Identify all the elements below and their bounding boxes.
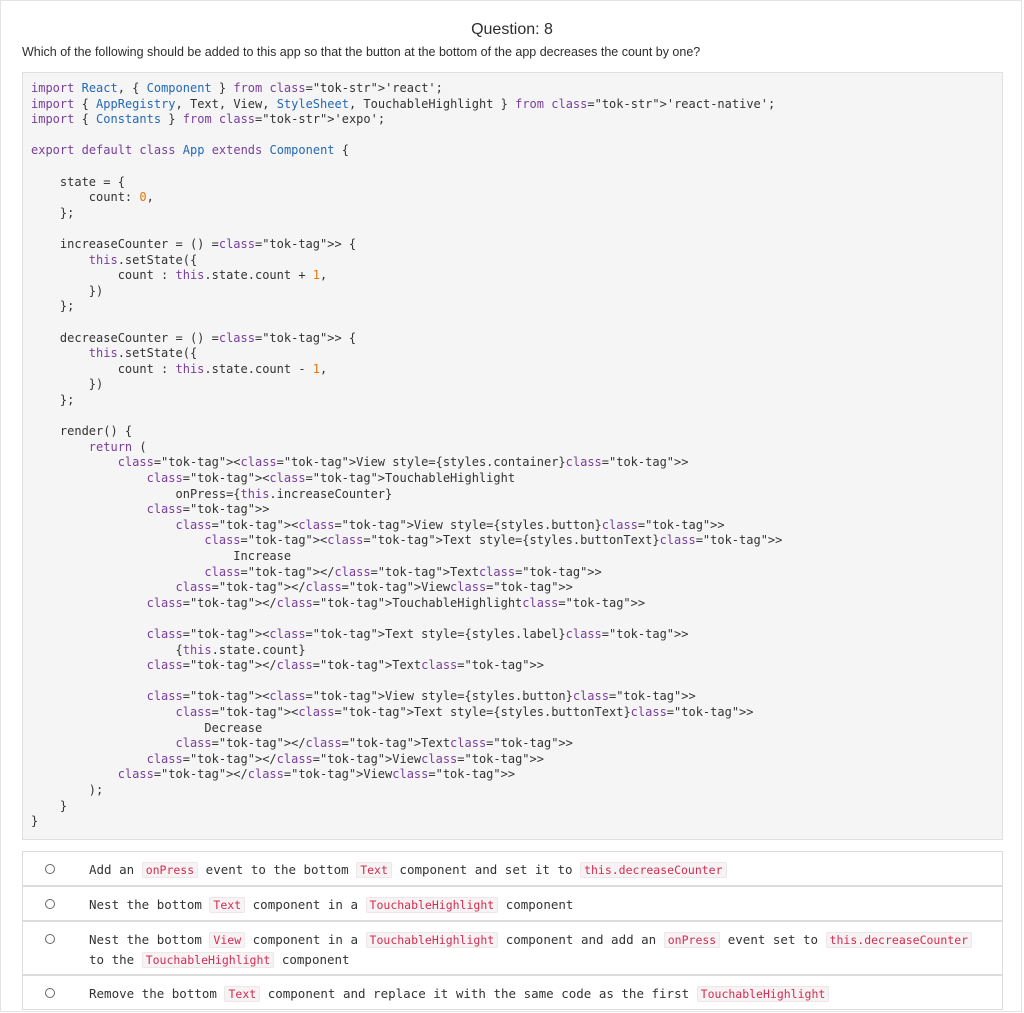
code-line: import React, { Component } from class="tok-str">'react'; [31,81,443,95]
question-prompt: Which of the following should be added to this app so that the button at the bottom of the app decreases the count by one? [22,45,701,59]
code-snippet [22,72,1003,840]
inline-code: TouchableHighlight [366,932,499,948]
answer-option-4[interactable] [22,975,1003,1010]
answer-text: component [274,952,350,967]
answer-option-3[interactable] [22,921,1003,975]
code-line: class="tok-tag"></class="tok-tag">Viewclass="tok-tag">> [146,751,544,766]
code-line: class="tok-tag"><class="tok-tag">TouchableHighlight [146,471,516,485]
inline-code: TouchableHighlight [142,952,275,968]
answer-text: Add an [89,862,142,877]
code-line: state = { [31,174,125,189]
code-line: }) [31,283,104,298]
inline-code: onPress [142,862,198,878]
inline-code: Text [209,897,245,913]
answer-text: component and add an [498,932,664,947]
code-line: {this.state.count} [31,642,306,657]
answer-text: event set to [720,932,826,947]
answer-option-text [89,895,982,915]
code-line: class="tok-tag"><class="tok-tag">Text style={styles.buttonText}class="tok-tag">> [175,705,754,719]
answer-option-text [89,860,982,880]
code-line: }; [31,205,75,220]
inline-code: this.decreaseCounter [826,932,972,948]
code-line: onPress={this.increaseCounter} [31,486,393,501]
code-line: class="tok-tag"><class="tok-tag">View style={styles.button}class="tok-tag">> [175,517,725,532]
code-line: import { AppRegistry, Text, View, StyleSheet, TouchableHighlight } from class="tok-str">'react-native'; [31,96,776,111]
code-line: Decrease [31,720,263,735]
radio-button[interactable] [45,934,55,944]
code-line: class="tok-tag"><class="tok-tag">View style={styles.button}class="tok-tag">> [146,689,696,704]
code-line: count: 0, [31,190,154,205]
code-line: count : this.state.count + 1, [31,268,328,283]
code-line: class="tok-tag"><class="tok-tag">Text style={styles.buttonText}class="tok-tag">> [204,533,783,548]
answer-text: component in a [245,897,366,912]
code-line: increaseCounter = () =class="tok-tag">> { [31,237,357,251]
code-line: class="tok-tag"></class="tok-tag">Textclass="tok-tag">> [175,736,573,751]
code-line: ); [31,783,104,797]
code-line: this.setState({ [88,346,198,361]
inline-code: View [209,932,245,948]
answer-text: event to the bottom [198,862,357,877]
answer-text: component and replace it with the same code as the first [260,986,697,1001]
radio-button[interactable] [45,864,55,874]
code-line: }; [31,299,75,314]
radio-button[interactable] [45,899,55,909]
code-line: class="tok-tag"></class="tok-tag">Viewclass="tok-tag">> [117,767,516,782]
code-line: class="tok-tag"></class="tok-tag">TouchableHighlightclass="tok-tag">> [146,595,646,610]
code-line: this.setState({ [88,252,198,267]
inline-code: onPress [664,932,720,948]
answer-option-2[interactable] [22,886,1003,921]
code-line: class="tok-tag">> [146,502,270,517]
code-line: decreaseCounter = () =class="tok-tag">> { [31,330,357,345]
code-line: Increase [31,549,292,563]
answer-option-text [89,930,982,970]
code-line: }) [31,377,104,392]
inline-code: Text [224,986,260,1002]
inline-code: this.decreaseCounter [580,862,726,878]
question-title: Question: 8 [471,21,553,38]
code-line: count : this.state.count - 1, [31,361,328,376]
code-line: class="tok-tag"></class="tok-tag">Viewclass="tok-tag">> [175,580,573,595]
code-line: class="tok-tag"><class="tok-tag">View style={styles.container}class="tok-tag">> [117,455,689,470]
inline-code: TouchableHighlight [697,986,830,1002]
answer-text: Nest the bottom [89,897,210,912]
radio-button[interactable] [45,988,55,998]
answer-option-text [89,984,982,1004]
code-line: import { Constants } from class="tok-str">'expo'; [31,112,386,127]
code-line: } [31,814,39,829]
code-line: return ( [88,439,147,454]
answer-text: component [498,897,574,912]
answer-text: to the [89,952,142,967]
code-line: export default class App extends Component { [31,143,349,158]
code-line: render() { [31,424,133,439]
answer-text: Remove the bottom [89,986,225,1001]
answer-text: component in a [245,932,366,947]
answer-option-1[interactable] [22,851,1003,886]
inline-code: TouchableHighlight [366,897,499,913]
answer-text: Nest the bottom [89,932,210,947]
answer-text: component and set it to [391,862,581,877]
code-line: } [31,798,68,813]
code-line: class="tok-tag"></class="tok-tag">Textclass="tok-tag">> [204,564,602,579]
code-line: class="tok-tag"></class="tok-tag">Textclass="tok-tag">> [146,658,544,673]
code-line: }; [31,393,75,407]
inline-code: Text [356,862,392,878]
code-line: class="tok-tag"><class="tok-tag">Text style={styles.label}class="tok-tag">> [146,627,689,641]
